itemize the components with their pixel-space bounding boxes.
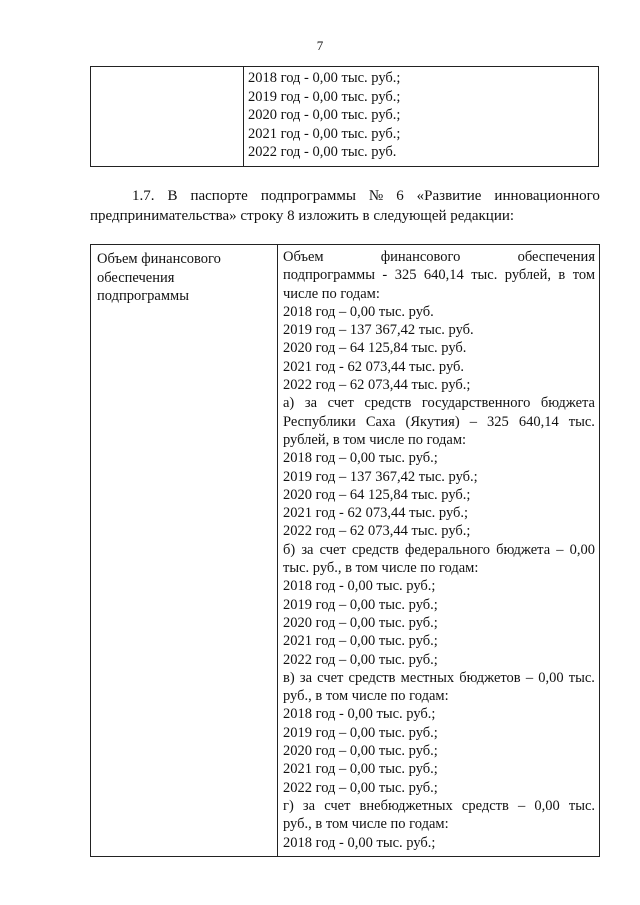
word: тыс. xyxy=(471,267,498,284)
funding-text-line xyxy=(283,266,595,284)
funding-text-line: руб., в том числе по годам: xyxy=(283,688,449,705)
word: бюджета xyxy=(540,395,595,412)
funding-text-line: 2019 год – 137 367,42 тыс. руб. xyxy=(283,322,474,339)
word: в) xyxy=(283,669,295,686)
word: финансового xyxy=(380,249,461,265)
funding-line: 2019 год - 0,00 тыс. руб.; xyxy=(248,88,401,105)
funding-table-label-cell xyxy=(91,245,278,857)
funding-text-line: 2021 год - 62 073,44 тыс. руб. xyxy=(283,358,465,375)
word: счет xyxy=(317,669,344,686)
word: 0,00 xyxy=(534,797,560,814)
funding-text-line: 2019 год – 137 367,42 тыс. руб.; xyxy=(283,468,478,485)
funding-text-line: руб., в том числе по годам: xyxy=(283,816,449,833)
word: «Развитие xyxy=(416,188,482,204)
word: государственного xyxy=(421,395,531,412)
funding-text-line xyxy=(283,394,595,412)
funding-text-line: 2020 год – 0,00 тыс. руб.; xyxy=(283,743,438,760)
word: г) xyxy=(283,797,294,814)
funding-line: 2018 год - 0,00 тыс. руб.; xyxy=(248,70,401,86)
word: счет xyxy=(324,797,351,814)
funding-text-line xyxy=(283,248,595,266)
word: - xyxy=(382,267,388,284)
funding-text-line: 2018 год - 0,00 тыс. руб.; xyxy=(283,834,436,851)
funding-text-line: 2019 год – 0,00 тыс. руб.; xyxy=(283,596,438,613)
word: б) xyxy=(283,541,296,558)
funding-text-line xyxy=(283,669,595,687)
word: счет xyxy=(327,395,354,412)
funding-label: Объем финансового обеспечения подпрограммы xyxy=(97,251,221,304)
amendment-paragraph xyxy=(90,186,600,226)
word: (Якутия) xyxy=(405,413,460,430)
word: средств xyxy=(351,541,399,558)
funding-text-line: 2019 год – 0,00 тыс. руб.; xyxy=(283,724,438,741)
funding-text-line: 2022 год – 62 073,44 тыс. руб.; xyxy=(283,377,471,394)
funding-text-line: рублей, в том числе по годам: xyxy=(283,431,467,448)
word: тыс. xyxy=(568,797,595,814)
word: Республики xyxy=(283,413,356,430)
funding-line: 2022 год - 0,00 тыс. руб. xyxy=(248,144,397,160)
word: № xyxy=(368,188,384,204)
word: В xyxy=(167,188,178,204)
word: 640,14 xyxy=(518,413,559,430)
word: 6 xyxy=(396,188,404,204)
funding-line: 2021 год - 0,00 тыс. руб.; xyxy=(248,125,401,142)
funding-text-line: 2021 год – 0,00 тыс. руб.; xyxy=(283,633,438,650)
word: 0,00 xyxy=(569,541,595,558)
word: подпрограммы xyxy=(283,267,375,284)
word: средств xyxy=(348,669,396,686)
word: Саха xyxy=(365,413,396,430)
funding-table xyxy=(90,244,600,857)
funding-text-line xyxy=(283,541,595,559)
funding-text-line: 2022 год – 0,00 тыс. руб.; xyxy=(283,779,438,796)
funding-text-line: 2018 год - 0,00 тыс. руб.; xyxy=(283,578,436,595)
funding-text-line: 2022 год – 62 073,44 тыс. руб.; xyxy=(283,523,471,540)
word: за xyxy=(299,669,313,686)
word: рублей, xyxy=(504,267,551,284)
page-number: 7 xyxy=(316,38,324,53)
word: местных xyxy=(400,669,455,686)
word: тыс. xyxy=(568,413,595,430)
word: том xyxy=(572,267,595,284)
word: бюджетов xyxy=(459,669,521,686)
continuation-table-right-cell xyxy=(244,67,599,167)
funding-text-line: 2018 год – 0,00 тыс. руб.; xyxy=(283,450,438,467)
funding-text-line: тыс. руб., в том числе по годам: xyxy=(283,560,479,577)
amendment-paragraph-line-2: предпринимательства» строку 8 изложить в следующей редакции: xyxy=(90,208,515,224)
word: 325 xyxy=(394,267,417,284)
funding-text-line: 2021 год - 62 073,44 тыс. руб.; xyxy=(283,505,469,522)
word: а) xyxy=(283,395,295,412)
word: за xyxy=(304,395,318,412)
word: за xyxy=(302,797,316,814)
word: счет xyxy=(319,541,346,558)
funding-text-line: 2018 год - 0,00 тыс. руб.; xyxy=(283,706,436,723)
word: 640,14 xyxy=(423,267,464,284)
continuation-table xyxy=(90,66,599,167)
funding-text-line: 2020 год – 64 125,84 тыс. руб. xyxy=(283,340,467,357)
word: – xyxy=(517,797,526,814)
word: обеспечения xyxy=(517,249,595,265)
word: бюджета xyxy=(496,541,551,558)
word: в xyxy=(558,267,566,284)
funding-text-line: 2022 год – 0,00 тыс. руб.; xyxy=(283,651,438,668)
word: паспорте xyxy=(190,188,248,204)
word: 0,00 xyxy=(538,669,564,686)
word: – xyxy=(525,669,534,686)
funding-text-line xyxy=(283,413,595,431)
word: средств xyxy=(461,797,509,814)
continuation-table-left-cell xyxy=(91,67,244,167)
clause-number: 1.7. xyxy=(132,188,155,204)
word: инновационного xyxy=(494,188,600,204)
word: – xyxy=(556,541,564,558)
word: внебюджетных xyxy=(359,797,453,814)
funding-table-value-cell xyxy=(278,245,600,857)
word: 325 xyxy=(487,413,509,430)
word: средств xyxy=(364,395,412,412)
word: подпрограммы xyxy=(260,188,356,204)
funding-text-line: 2020 год – 64 125,84 тыс. руб.; xyxy=(283,486,471,503)
funding-text-line: числе по годам: xyxy=(283,285,380,302)
word: за xyxy=(301,541,314,558)
funding-text-line: 2018 год – 0,00 тыс. руб. xyxy=(283,303,434,320)
word: Объем xyxy=(283,249,324,265)
amendment-paragraph-line-1 xyxy=(90,186,600,206)
funding-text-line: 2020 год – 0,00 тыс. руб.; xyxy=(283,614,438,631)
word: – xyxy=(469,413,477,430)
funding-line: 2020 год - 0,00 тыс. руб.; xyxy=(248,107,401,123)
word: федерального xyxy=(404,541,490,558)
word: тыс. xyxy=(568,669,595,686)
funding-text-line: 2021 год – 0,00 тыс. руб.; xyxy=(283,761,438,778)
funding-text-line xyxy=(283,797,595,815)
